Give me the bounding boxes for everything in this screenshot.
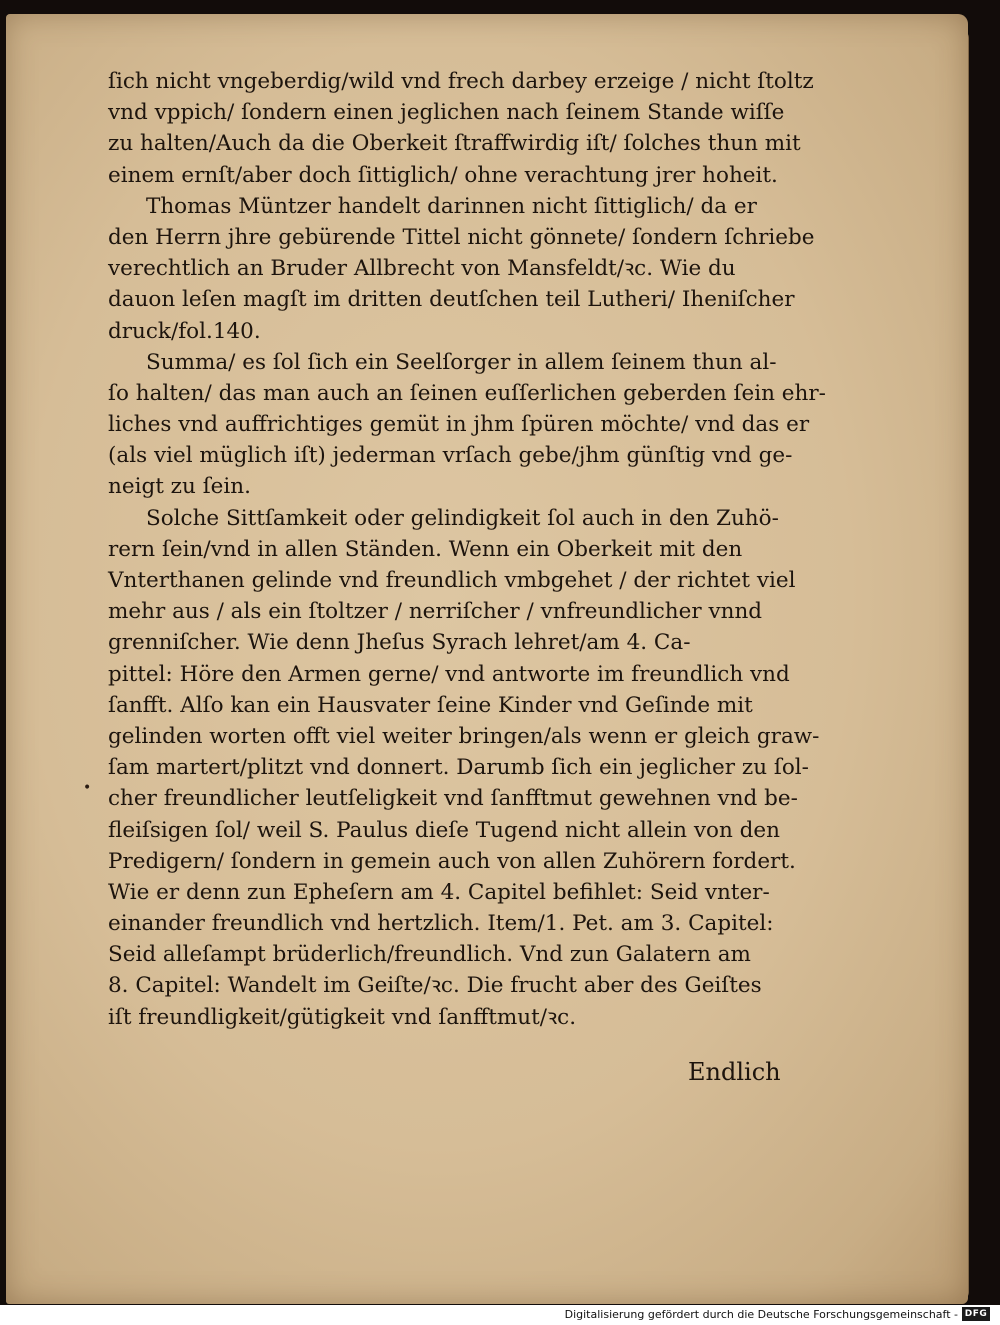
- text-line: fleiſsigen ſol/ weil S. Paulus dieſe Tugend nicht allein von den: [108, 817, 780, 843]
- text-line: Summa/ es ſol ſich ein Seelſorger in allem ſeinem thun al-: [146, 349, 777, 375]
- text-line: Seid alleſampt brüderlich/freundlich. Vnd zun Galatern am: [108, 942, 751, 968]
- text-line: Thomas Müntzer handelt darinnen nicht ſittiglich/ da er: [146, 193, 757, 219]
- text-line: druck/fol.140.: [108, 318, 261, 344]
- text-line: Vnterthanen gelinde vnd freundlich vmbgehet / der richtet viel: [108, 568, 796, 593]
- catchword: Endlich: [688, 1058, 781, 1086]
- text-line: 8. Capitel: Wandelt im Geiſte/ꝛc. Die frucht aber des Geiſtes: [108, 973, 762, 999]
- text-line: vnd vppich/ ſondern einen jeglichen nach ſeinem Stande wiſſe: [108, 100, 785, 126]
- text-line: rern ſein/vnd in allen Ständen. Wenn ein Oberkeit mit den: [108, 536, 743, 562]
- text-line: mehr aus / als ein ſtoltzer / nerriſcher / vnfreundlicher vnnd: [108, 599, 763, 625]
- dfg-logo: DFG: [962, 1307, 990, 1321]
- text-line: liches vnd auffrichtiges gemüt in jhm ſpüren möchte/ vnd das er: [108, 412, 810, 438]
- text-line: einem ernſt/aber doch ſittiglich/ ohne verachtung jrer hoheit.: [108, 162, 778, 188]
- text-line: dauon leſen magſt im dritten deutſchen teil Lutheri/ Iheniſcher: [108, 287, 795, 313]
- text-line: ſam martert/plitzt vnd donnert. Darumb ſich ein jeglicher zu ſol-: [108, 755, 809, 781]
- text-line: einander freundlich vnd hertzlich. Item/1. Pet. am 3. Capitel:: [108, 911, 774, 937]
- text-line: neigt zu ſein.: [108, 474, 251, 500]
- text-line: iſt freundligkeit/gütigkeit vnd ſanfftmut/ꝛc.: [108, 1004, 577, 1030]
- text-line: (als viel müglich iſt) jederman vrſach gebe/jhm günſtig vnd ge-: [108, 443, 793, 469]
- text-line: ſich nicht vngeberdig/wild vnd frech darbey erzeige / nicht ſtoltz: [108, 69, 814, 94]
- text-line: ſanfft. Alſo kan ein Hausvater ſeine Kinder vnd Geſinde mit: [108, 692, 753, 718]
- text-line: gelinden worten offt viel weiter bringen/als wenn er gleich graw-: [108, 723, 820, 749]
- text-line: grenniſcher. Wie denn Jheſus Syrach lehret/am 4. Ca-: [108, 630, 691, 656]
- text-line: ſo halten/ das man auch an ſeinen euſſerlichen geberden ſein ehr-: [108, 380, 826, 406]
- text-line: zu halten/Auch da die Oberkeit ſtraffwirdig iſt/ ſolches thun mit: [108, 131, 801, 157]
- text-line: Solche Sittſamkeit oder gelindigkeit ſol auch in den Zuhö-: [146, 505, 779, 531]
- funding-credit: Digitalisierung gefördert durch die Deutsche Forschungsgemeinschaft -: [564, 1308, 958, 1321]
- text-line: Wie er denn zun Epheſern am 4. Capitel befihlet: Seid vnter-: [108, 879, 770, 905]
- text-line: pittel: Höre den Armen gerne/ vnd antworte im freundlich vnd: [108, 661, 790, 687]
- margin-mark: •: [83, 780, 92, 796]
- page-text-block: [108, 66, 826, 1033]
- text-line: verechtlich an Bruder Allbrecht von Mansfeldt/ꝛc. Wie du: [108, 256, 736, 282]
- text-line: Predigern/ ſondern in gemein auch von allen Zuhörern fordert.: [108, 848, 796, 874]
- text-line: den Herrn jhre gebürende Tittel nicht gönnete/ ſondern ſchriebe: [108, 224, 815, 250]
- text-line: cher freundlicher leutſeligkeit vnd ſanfftmut gewehnen vnd be-: [108, 786, 798, 812]
